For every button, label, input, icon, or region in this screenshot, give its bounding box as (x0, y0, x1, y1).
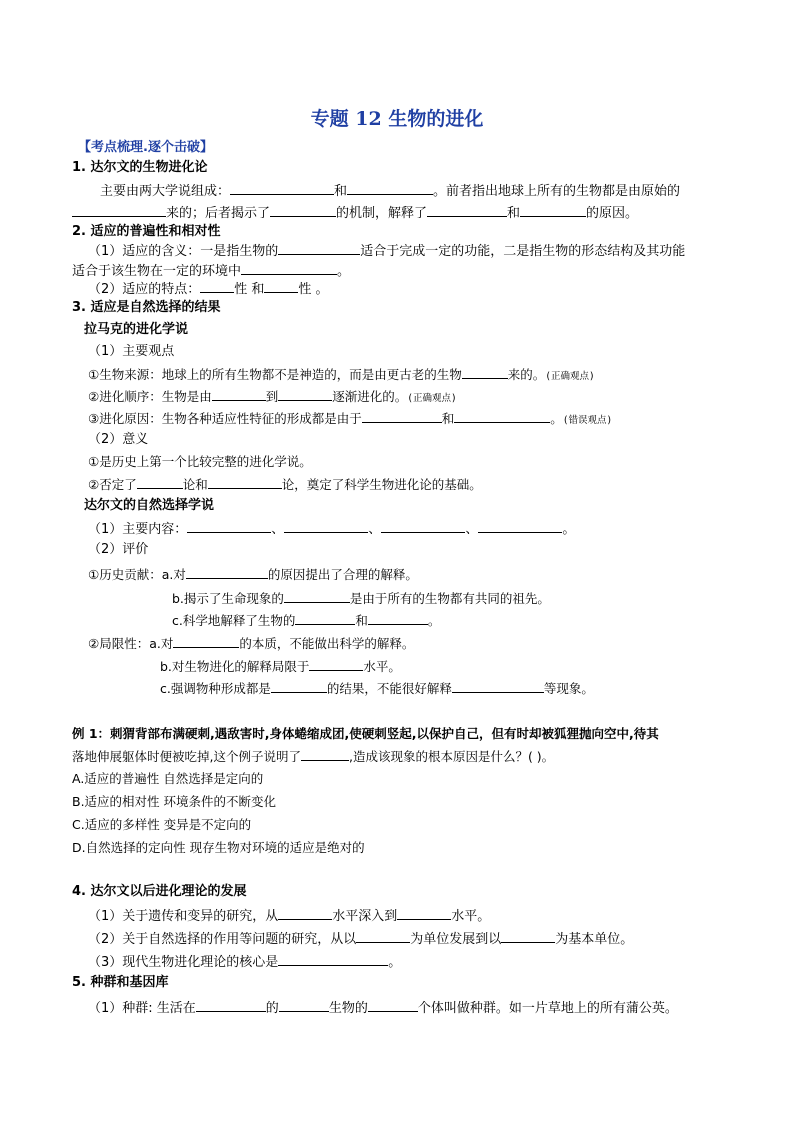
blank[interactable] (362, 408, 442, 423)
blank[interactable] (271, 678, 327, 693)
blank[interactable] (241, 260, 337, 275)
page-title: 专题 12 生物的进化 (310, 108, 484, 130)
s2-line-1: （1）适应的含义：一是指生物的 适合于完成一定的功能，二是指生物的形态结构及其功能 (88, 240, 685, 262)
s4-line-3: （3）现代生物进化理论的核心是 。 (88, 951, 401, 973)
blank[interactable] (278, 240, 360, 255)
lamarck-point-2: ②进化顺序：生物是由 到 逐渐进化的。(正确观点) (88, 386, 457, 409)
blank[interactable] (309, 656, 363, 671)
option-c[interactable]: C.适应的多样性 变异是不定向的 (72, 817, 252, 832)
s1-line-1: 主要由两大学说组成： 和 。前者指出地球上所有的生物都是由原始的 (100, 180, 680, 202)
blank[interactable] (200, 278, 234, 293)
example-question-line-1: 例 1：刺猬背部布满硬刺,遇敌害时,身体蜷缩成团,使硬刺竖起,以保护自己，但有时却被狐狸抛向空中,待其 (72, 726, 659, 741)
darwin-content: （1）主要内容： 、 、 、 。 (88, 518, 575, 540)
blank[interactable] (368, 610, 428, 625)
blank[interactable] (264, 278, 298, 293)
darwin-evaluation-label: （2）评价 (88, 542, 149, 557)
blank[interactable] (454, 408, 550, 423)
blank[interactable] (278, 951, 388, 966)
blank[interactable] (381, 518, 465, 533)
blank[interactable] (187, 518, 271, 533)
blank[interactable] (368, 997, 418, 1012)
example-question-line-2: 落地伸展躯体时便被吃掉,这个例子说明了 ,造成该现象的根本原因是什么？( )。 (72, 746, 554, 767)
darwin-limitation-c: c.强调物种形成都是 的结果，不能很好解释 等现象。 (160, 678, 594, 699)
s1-line-2: 来的；后者揭示了 的机制，解释了 和 的原因。 (72, 202, 638, 224)
darwin-contribution-b: b.揭示了生命现象的 是由于所有的生物都有共同的祖先。 (172, 588, 550, 609)
blank[interactable] (284, 518, 368, 533)
blank[interactable] (462, 364, 508, 379)
blank[interactable] (452, 678, 544, 693)
blank[interactable] (230, 180, 334, 195)
blank[interactable] (295, 610, 355, 625)
section-1-heading: 1. 达尔文的生物进化论 (72, 160, 208, 175)
option-d[interactable]: D.自然选择的定向性 现存生物对环境的适应是绝对的 (72, 840, 365, 855)
lamarck-meaning-label: （2）意义 (88, 432, 149, 447)
blank[interactable] (427, 202, 507, 217)
darwin-contribution-a: ①历史贡献：a.对 的原因提出了合理的解释。 (88, 564, 418, 585)
blank[interactable] (397, 905, 451, 920)
s5-line-1: （1）种群: 生活在 的 生物的 个体叫做种群。如一片草地上的所有蒲公英。 (88, 997, 678, 1019)
blank[interactable] (173, 633, 239, 648)
darwin-contribution-c: c.科学地解释了生物的 和 。 (172, 610, 440, 631)
lamarck-points-label: （1）主要观点 (88, 344, 175, 359)
section-2-heading: 2. 适应的普遍性和相对性 (72, 224, 221, 239)
blank[interactable] (301, 746, 349, 761)
blank[interactable] (137, 474, 183, 489)
section-4-heading: 4. 达尔文以后进化理论的发展 (72, 884, 247, 899)
lamarck-point-3: ③进化原因：生物各种适应性特征的形成都是由于 和 。(错误观点) (88, 408, 612, 431)
blank[interactable] (208, 474, 282, 489)
lamarck-heading: 拉马克的进化学说 (84, 322, 189, 337)
blank[interactable] (501, 928, 555, 943)
lamarck-meaning-1: ①是历史上第一个比较完整的进化学说。 (88, 454, 312, 469)
blank[interactable] (478, 518, 562, 533)
blank[interactable] (278, 386, 332, 401)
blank[interactable] (278, 905, 332, 920)
blank[interactable] (270, 202, 336, 217)
blank[interactable] (186, 564, 268, 579)
darwin-limitation-b: b.对生物进化的解释局限于 水平。 (160, 656, 401, 677)
darwin-heading: 达尔文的自然选择学说 (84, 498, 215, 513)
blank[interactable] (212, 386, 266, 401)
blank[interactable] (279, 997, 329, 1012)
blank[interactable] (72, 202, 166, 217)
lamarck-meaning-2: ②否定了 论和 论，奠定了科学生物进化论的基础。 (88, 474, 482, 495)
s4-line-1: （1）关于遗传和变异的研究，从 水平深入到 水平。 (88, 905, 490, 927)
option-a[interactable]: A.适应的普遍性 自然选择是定向的 (72, 771, 264, 786)
darwin-limitation-a: ②局限性：a.对 的本质，不能做出科学的解释。 (88, 633, 414, 654)
section-5-heading: 5. 种群和基因库 (72, 975, 169, 990)
lamarck-point-1: ①生物来源：地球上的所有生物都不是神造的，而是由更古老的生物 来的。(正确观点) (88, 364, 595, 387)
s2-line-3: （2）适应的特点： 性 和 性 。 (88, 278, 329, 300)
s2-line-2: 适合于该生物在一定的环境中 。 (72, 260, 350, 282)
blank[interactable] (347, 180, 433, 195)
blank[interactable] (520, 202, 586, 217)
section-3-heading: 3. 适应是自然选择的结果 (72, 300, 221, 315)
s4-line-2: （2）关于自然选择的作用等问题的研究，从以 为单位发展到以 为基本单位。 (88, 928, 633, 950)
blank[interactable] (284, 588, 350, 603)
option-b[interactable]: B.适应的相对性 环境条件的不断变化 (72, 794, 277, 809)
blank[interactable] (356, 928, 410, 943)
blank[interactable] (196, 997, 266, 1012)
section-header: 【考点梳理.逐个击破】 (78, 140, 213, 155)
